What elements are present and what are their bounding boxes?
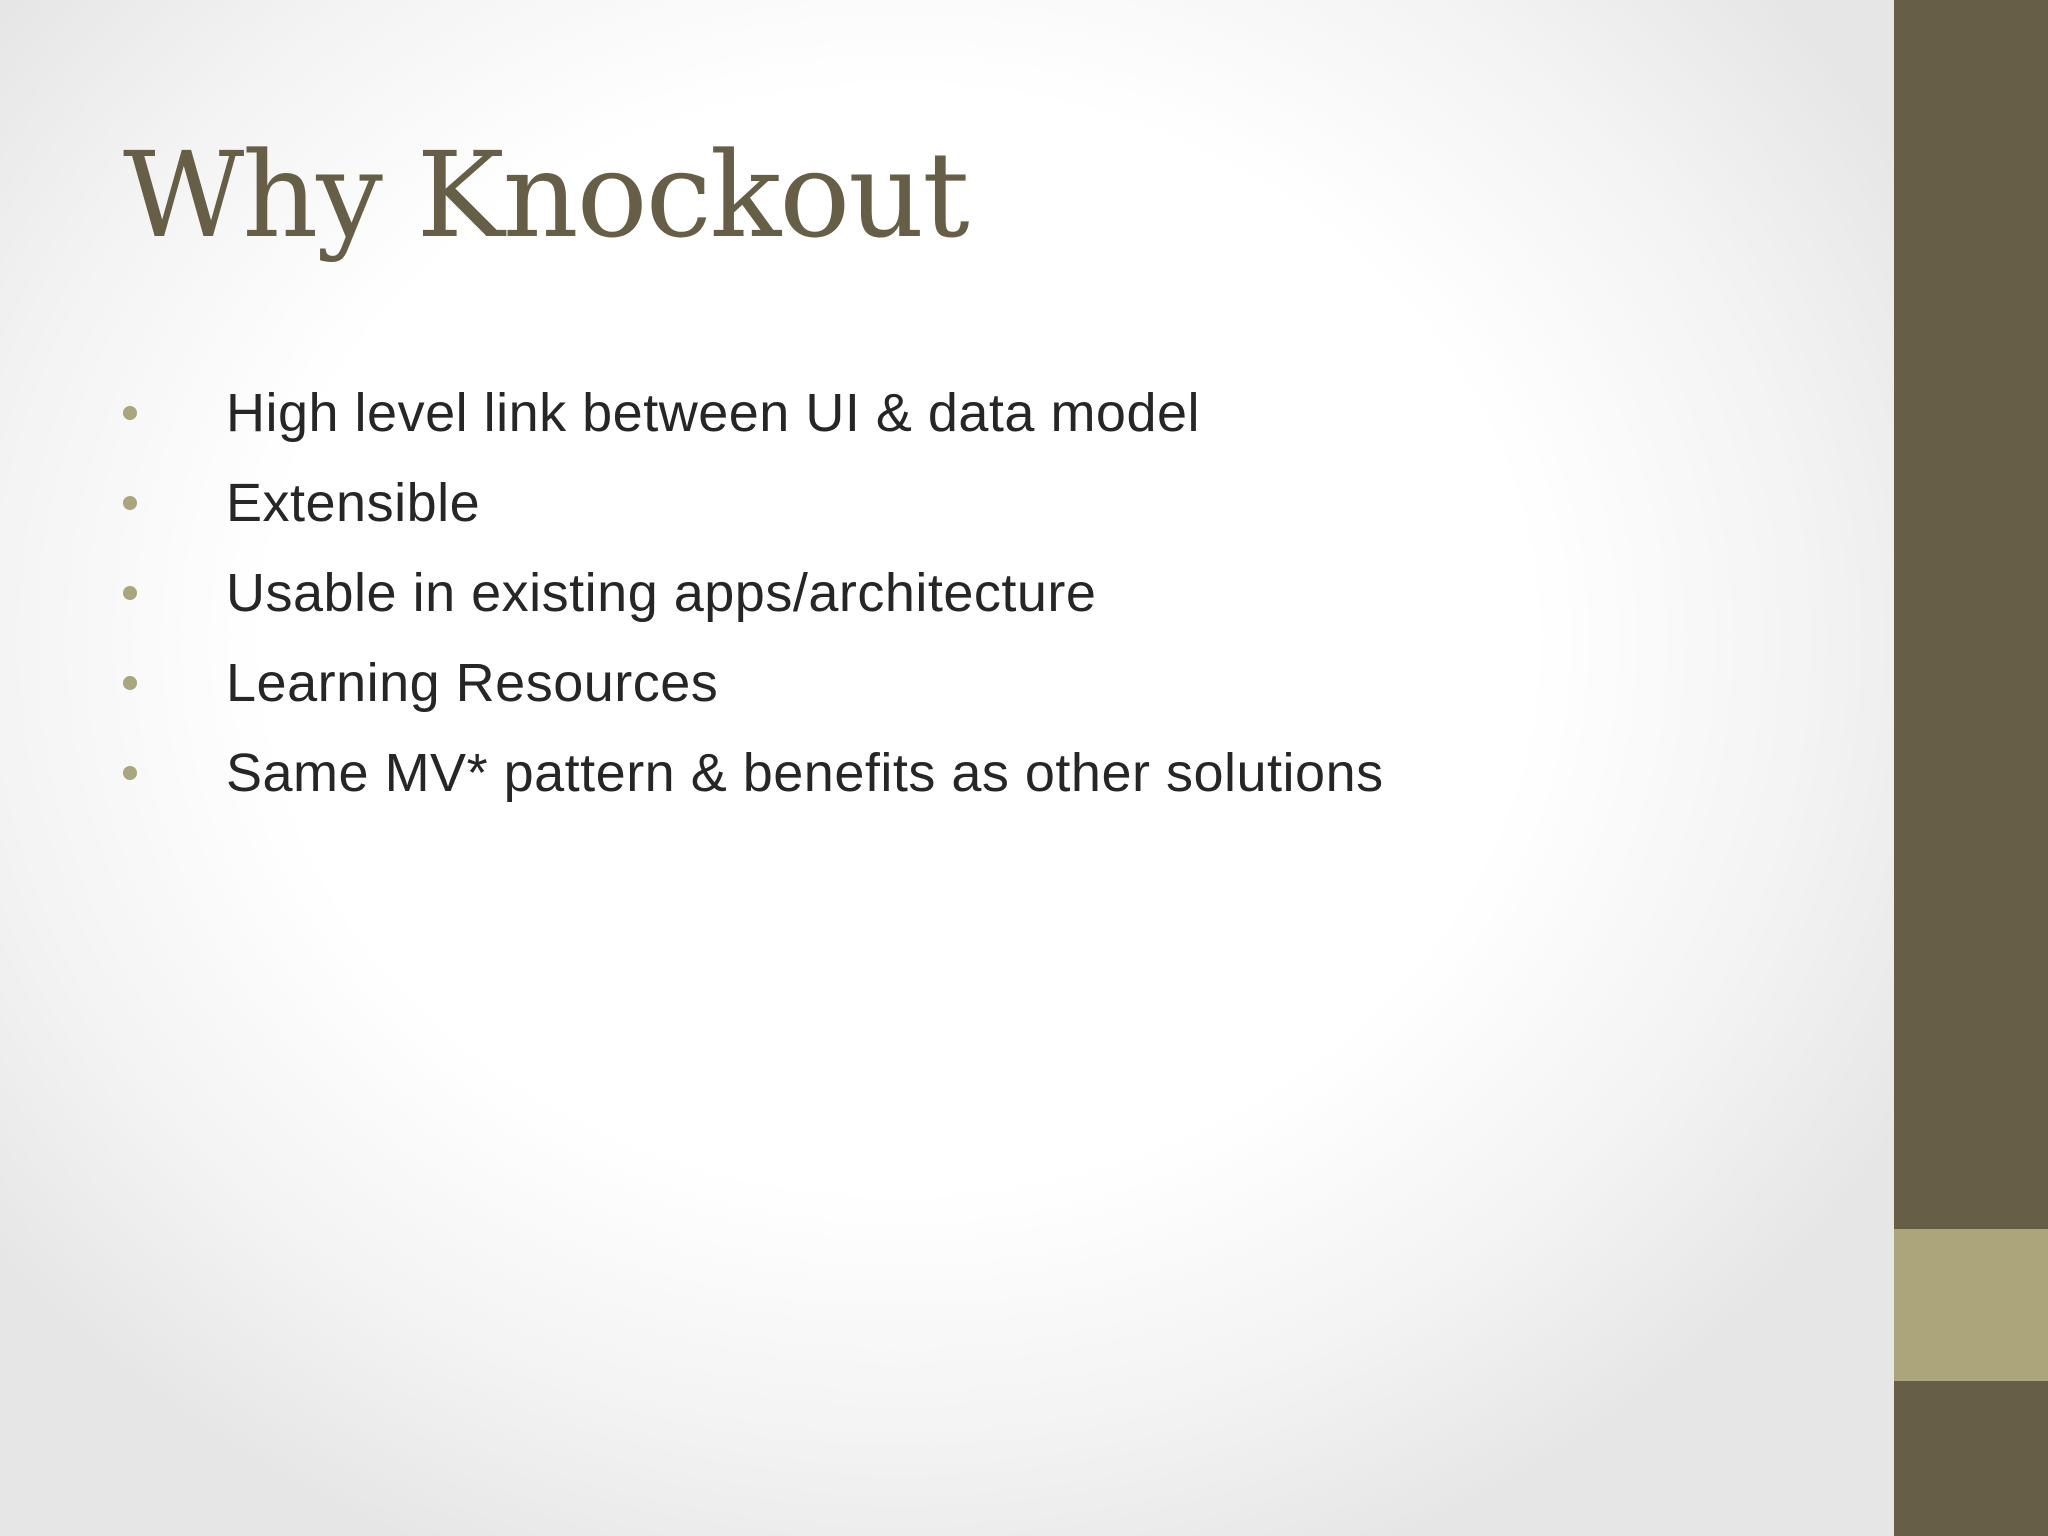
- bullet-dot-icon: [123, 766, 137, 780]
- bullet-text: Extensible: [226, 473, 481, 533]
- sidebar-accent-block: [1894, 1229, 2048, 1381]
- bullet-text: Usable in existing apps/architecture: [226, 563, 1097, 623]
- bullet-text: Learning Resources: [226, 653, 719, 713]
- bullet-text: High level link between UI & data model: [226, 383, 1201, 443]
- bullet-dot-icon: [123, 496, 137, 510]
- bullet-text: Same MV* pattern & benefits as other solutions: [226, 743, 1384, 803]
- bullet-dot-icon: [123, 406, 137, 420]
- bullet-dot-icon: [123, 676, 137, 690]
- bullet-dot-icon: [123, 586, 137, 600]
- slide-title: Why Knockout: [123, 126, 968, 264]
